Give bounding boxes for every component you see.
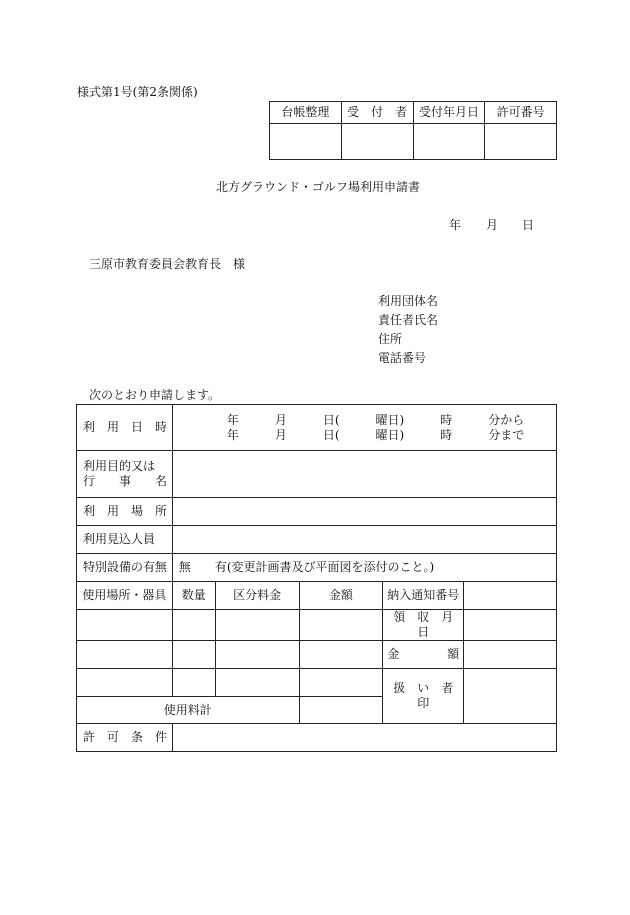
fee-row-2-rate[interactable]	[215, 641, 299, 669]
place-label: 利 用 場 所	[77, 498, 173, 526]
fee-header-amount: 金額	[299, 582, 383, 610]
usage-datetime-label: 利 用 日 時	[77, 405, 173, 451]
fee-row-3-amount[interactable]	[299, 669, 383, 697]
received-date-label: 領 収 月 日	[383, 610, 464, 641]
receipt-amount-cell[interactable]	[464, 641, 557, 669]
special-equipment-options[interactable]: 無 有(変更計画書及び平面図を添付のこと。)	[172, 554, 556, 582]
fee-header-place-equipment: 使用場所・器具	[77, 582, 173, 610]
fee-row-1-quantity[interactable]	[172, 610, 215, 641]
permit-conditions-label: 許 可 条 件	[77, 724, 173, 752]
usage-datetime-cell[interactable]	[172, 405, 556, 451]
received-date-cell[interactable]	[464, 610, 557, 641]
date-month: 月	[486, 218, 499, 232]
permit-conditions-cell[interactable]	[172, 724, 556, 752]
group-name-label: 利用団体名	[378, 294, 439, 308]
page-title: 北方グラウンド・ゴルフ場利用申請書	[216, 180, 421, 194]
fee-row-2-amount[interactable]	[299, 641, 383, 669]
purpose-label-line2: 行 事 名	[83, 474, 168, 488]
expected-people-label: 利用見込人員	[77, 526, 173, 554]
fee-row-1-rate[interactable]	[215, 610, 299, 641]
office-use-table	[269, 101, 557, 160]
purpose-label	[77, 451, 173, 498]
address-label: 住所	[378, 332, 403, 346]
purpose-label-line1: 利用目的又は	[83, 459, 156, 473]
fee-row-1-place[interactable]	[77, 610, 173, 641]
addressee: 三原市教育委員会教育長 様	[89, 257, 246, 271]
usage-datetime-to: 年 月 日( 曜日) 時 分まで	[226, 427, 525, 442]
fee-row-3-quantity[interactable]	[172, 669, 215, 697]
ledger-cell[interactable]	[270, 124, 342, 160]
notice-number-label: 納入通知番号	[383, 582, 464, 610]
special-equipment-label: 特別設備の有無	[77, 554, 173, 582]
phone-number-label: 電話番号	[378, 351, 427, 365]
notice-number-cell[interactable]	[464, 582, 557, 610]
fee-row-2-quantity[interactable]	[172, 641, 215, 669]
header-permit-number: 許可番号	[485, 102, 557, 124]
header-ledger: 台帳整理	[270, 102, 342, 124]
fee-row-1-amount[interactable]	[299, 610, 383, 641]
header-receipt-date: 受付年月日	[413, 102, 485, 124]
handler-seal-label: 扱 い 者 印	[383, 669, 464, 724]
fee-row-3-place[interactable]	[77, 669, 173, 697]
fee-row-2-place[interactable]	[77, 641, 173, 669]
receiver-cell[interactable]	[341, 124, 413, 160]
fee-total-label: 使用料計	[77, 697, 300, 724]
receipt-amount-label: 金 額	[383, 641, 464, 669]
fee-header-rate: 区分料金	[215, 582, 299, 610]
fee-total-cell[interactable]	[299, 697, 383, 724]
receipt-date-cell[interactable]	[413, 124, 485, 160]
date-year: 年	[449, 218, 462, 232]
fee-row-3-rate[interactable]	[215, 669, 299, 697]
permit-number-cell[interactable]	[485, 124, 557, 160]
fee-header-quantity: 数量	[172, 582, 215, 610]
usage-datetime-from: 年 月 日( 曜日) 時 分から	[226, 412, 525, 427]
header-receiver: 受 付 者	[341, 102, 413, 124]
expected-people-cell[interactable]	[172, 526, 556, 554]
handler-seal-cell[interactable]	[464, 669, 557, 724]
responsible-person-label: 責任者氏名	[378, 313, 439, 327]
application-table	[76, 404, 557, 752]
date-day: 日	[522, 218, 535, 232]
place-cell[interactable]	[172, 498, 556, 526]
intro-text: 次のとおり申請します。	[89, 388, 221, 402]
form-code: 様式第1号(第2条関係)	[77, 85, 198, 99]
purpose-cell[interactable]	[172, 451, 556, 498]
